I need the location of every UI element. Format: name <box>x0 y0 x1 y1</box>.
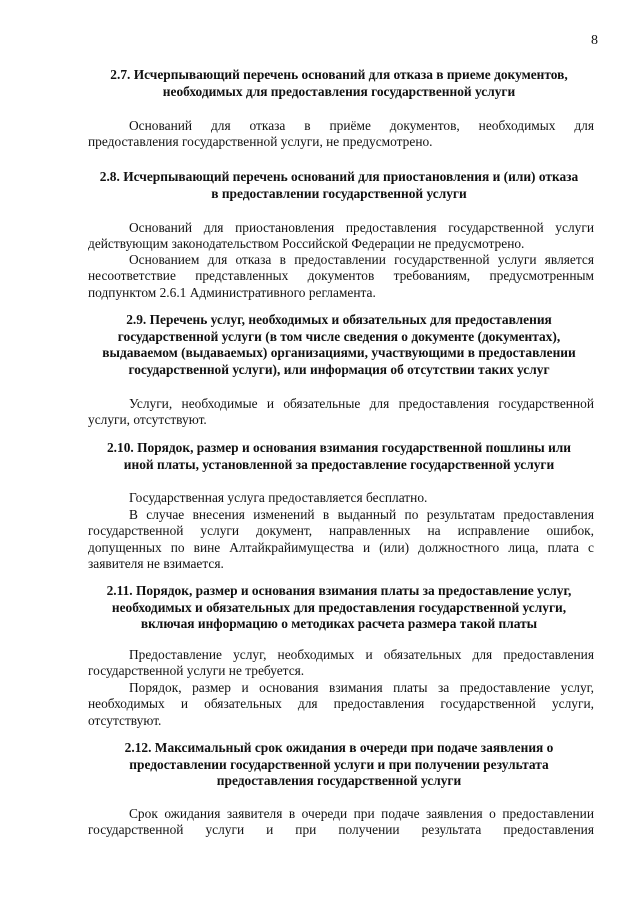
paragraph-line: Оснований для приостановления предоставления государственной услуги <box>129 220 594 235</box>
heading-line: 2.11. Порядок, размер и основания взимания платы за предоставление услуг, <box>106 583 572 598</box>
paragraph <box>88 806 594 839</box>
heading-line: включая информацию о методиках расчета размера такой платы <box>140 616 538 632</box>
paragraph <box>88 680 594 729</box>
paragraph-line: Услуги, необходимые и обязательные для предоставления государственной <box>129 396 594 411</box>
paragraph-line: допущенных по вине Алтайкрайимущества и (или) должностного лица, плата с <box>88 539 594 555</box>
heading-line: иной платы, установленной за предоставление государственной услуги <box>123 456 555 472</box>
paragraph <box>88 490 594 506</box>
paragraph-line: необходимых и обязательных для предоставления государственной услуги, <box>88 696 594 712</box>
paragraph-line: В случае внесения изменений в выданный по результатам предоставления <box>129 507 594 522</box>
paragraph-line: отсутствуют. <box>88 712 162 728</box>
paragraph-line: государственной услуги не требуется. <box>88 663 305 679</box>
heading-line: 2.7. Исчерпывающий перечень оснований для отказа в приеме документов, <box>110 67 568 82</box>
paragraph <box>88 507 594 573</box>
section-heading-2-8 <box>88 169 590 202</box>
section-heading-2-12 <box>88 740 590 790</box>
paragraph-line: Предоставление услуг, необходимых и обязательных для предоставления <box>129 647 594 662</box>
paragraph-line: действующим законодательством Российской Федерации не предусмотрено. <box>88 236 525 252</box>
paragraph <box>88 647 594 680</box>
paragraph-line: Оснований для отказа в приёме документов, необходимых для <box>129 118 594 133</box>
heading-line: необходимых и обязательных для предоставления государственной услуги, <box>111 599 567 615</box>
heading-line: государственной услуги (в том числе сведения о документе (документах), <box>117 328 561 344</box>
paragraph-line: государственной услуги и при получении результата предоставления <box>88 822 594 838</box>
heading-line: предоставления государственной услуги <box>216 773 462 789</box>
section-heading-2-9 <box>88 312 590 378</box>
paragraph <box>88 220 594 253</box>
heading-line: 2.8. Исчерпывающий перечень оснований для приостановления и (или) отказа <box>99 169 579 184</box>
paragraph <box>88 396 594 429</box>
paragraph-line: несоответствие представленных документов требованиям, предусмотренным <box>88 268 594 284</box>
heading-line: 2.9. Перечень услуг, необходимых и обязательных для предоставления <box>126 312 552 327</box>
section-heading-2-11 <box>88 583 590 633</box>
paragraph-line: Основанием для отказа в предоставлении государственной услуги является <box>129 252 594 267</box>
heading-line: в предоставлении государственной услуги <box>211 185 467 201</box>
paragraph-line: предоставления государственной услуги, не предусмотрено. <box>88 134 433 150</box>
heading-line: 2.12. Максимальный срок ожидания в очереди при подаче заявления о <box>124 740 554 755</box>
section-heading-2-7 <box>88 67 590 100</box>
heading-line: 2.10. Порядок, размер и основания взимания государственной пошлины или <box>106 440 572 455</box>
section-heading-2-10 <box>88 440 590 473</box>
paragraph-line: услуги, отсутствуют. <box>88 412 207 428</box>
heading-line: выдаваемом (выдаваемых) организациями, участвующими в предоставлении <box>102 345 576 361</box>
paragraph-line: государственной услуги документ, направленных на исправление ошибок, <box>88 523 594 539</box>
page-number: 8 <box>591 33 598 48</box>
paragraph-line: подпунктом 2.6.1 Административного регламента. <box>88 284 376 300</box>
paragraph-line: Срок ожидания заявителя в очереди при подаче заявления о предоставлении <box>129 806 594 821</box>
heading-line: предоставлении государственной услуги и при получении результата <box>129 756 549 772</box>
paragraph-line: Государственная услуга предоставляется бесплатно. <box>129 490 428 505</box>
paragraph-line: Порядок, размер и основания взимания платы за предоставление услуг, <box>129 680 594 695</box>
paragraph <box>88 252 594 301</box>
paragraph-line: заявителя не взимается. <box>88 556 224 572</box>
paragraph <box>88 118 594 151</box>
heading-line: необходимых для предоставления государственной услуги <box>162 83 516 99</box>
heading-line: государственной услуги), или информация об отсутствии таких услуг <box>128 361 550 377</box>
